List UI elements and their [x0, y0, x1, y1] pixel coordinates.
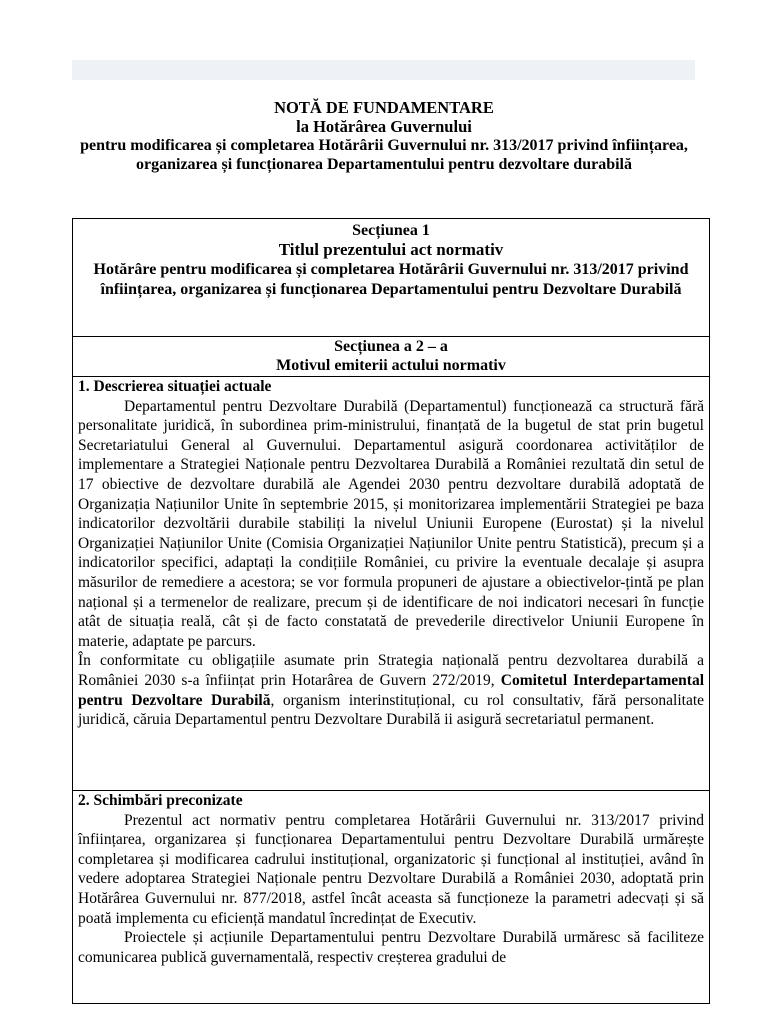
content-table — [72, 218, 710, 1004]
section-1-text: Hotărâre pentru modificarea și completarea Hotărârii Guvernului nr. 313/2017 privind înființarea, organizarea și funcționarea Departamentului pentru Dezvoltare Durabilă — [93, 261, 689, 298]
current-situation-heading: 1. Descrierea situației actuale — [78, 378, 272, 395]
document-header — [70, 98, 698, 174]
document-description: pentru modificarea și completarea Hotărârii Guvernului nr. 313/2017 privind înființarea, organizarea și funcționarea Departamentului pentru dezvoltare durabilă — [80, 137, 688, 173]
proposed-changes-paragraph-2: Proiectele și acțiunile Departamentului pentru Dezvoltare Durabilă urmăresc să faciliteze comunicarea publică guvernamentală, respectiv creșterea gradului de — [78, 929, 704, 966]
current-situation-cell — [73, 377, 709, 791]
proposed-changes-cell — [73, 791, 709, 967]
paragraph-2-text-end: , organism interinstituțional, cu rol consultativ, fără personalitate juridică, căruia Departamentul pentru Dezvoltare Durabilă ii asigură secretariatul permanent. — [78, 691, 705, 729]
document-title: NOTĂ DE FUNDAMENTARE — [274, 98, 494, 117]
section-1-cell — [73, 219, 709, 337]
committee-name: Comitetul Interdepartamental pentru Dezvoltare Durabilă — [78, 671, 705, 709]
proposed-changes-paragraph-1: Prezentul act normativ pentru completarea Hotărârii Guvernului nr. 313/2017 privind înființarea, organizarea și funcționarea Departamentului pentru Dezvoltare Durabilă urmărește completarea și modificarea cadrului instituțional, organizatoric și funcțional al instituției, având în vedere adoptarea Strategiei Naționale pentru Dezvoltare Durabilă a României 2030, adoptată prin Hotărârea Guvernului nr. 877/2018, astfel încât aceasta să funcționeze la parametri adecvați și să poată implementa cu eficiență mandatul încredințat de Executiv. — [78, 811, 704, 927]
section-1-label: Secțiunea 1 — [352, 222, 430, 239]
current-situation-paragraph-1: Departamentul pentru Dezvoltare Durabilă (Departamentul) funcționează ca structură fără personalitate juridică, în subordinea prim-ministrului, finanțată de la bugetul de stat prin bugetul Secretariatului General al Guvernului. Departamentul asigură coordonarea activităților de implementare a Strategiei Naționale pentru Dezvoltarea Durabilă a României rezultată din setul de 17 obiective de dezvoltare durabilă ale Agendei 2030 pentru dezvoltare durabilă adoptată de Organizația Națiunilor Unite în septembrie 2015, și monitorizarea implementării Strategiei pe baza indicatorilor dezvoltării durabile stabiliți la nivelul Uniunii Europene (Eurostat) și la nivelul Organizației Națiunilor Unite (Comisia Organizației Națiunilor Unite pentru Statistică), precum și a indicatorilor specifici, adaptați la condițiile României, cu privire la eventuale decalaje și asupra măsurilor de remediere a acestora; se vor formula propuneri de ajustare a obiectivelor-țintă pe plan național și a termenelor de realizare, precum și de identificare de noi indicatori necesari în funcție atât de situația reală, cât și de facto constatată de prevederile directivelor Uniunii Europene în materie, adaptate pe parcurs. — [78, 397, 704, 650]
section-2-heading: Motivul emiterii actului normativ — [276, 357, 506, 374]
section-2-cell — [73, 337, 709, 377]
current-situation-paragraph-2 — [78, 651, 704, 729]
proposed-changes-heading: 2. Schimbări preconizate — [78, 792, 243, 809]
top-banner — [72, 60, 695, 80]
document-subtitle: la Hotărârea Guvernului — [296, 117, 472, 136]
section-2-label: Secțiunea a 2 – a — [334, 338, 448, 355]
paragraph-2-text-start: În conformitate cu obligațiile asumate prin Strategia națională pentru dezvoltarea durabilă a României 2030 s-a înființat prin Hotarârea de Guvern 272/2019, — [78, 652, 704, 689]
section-1-heading: Titlul prezentului act normativ — [278, 240, 504, 259]
